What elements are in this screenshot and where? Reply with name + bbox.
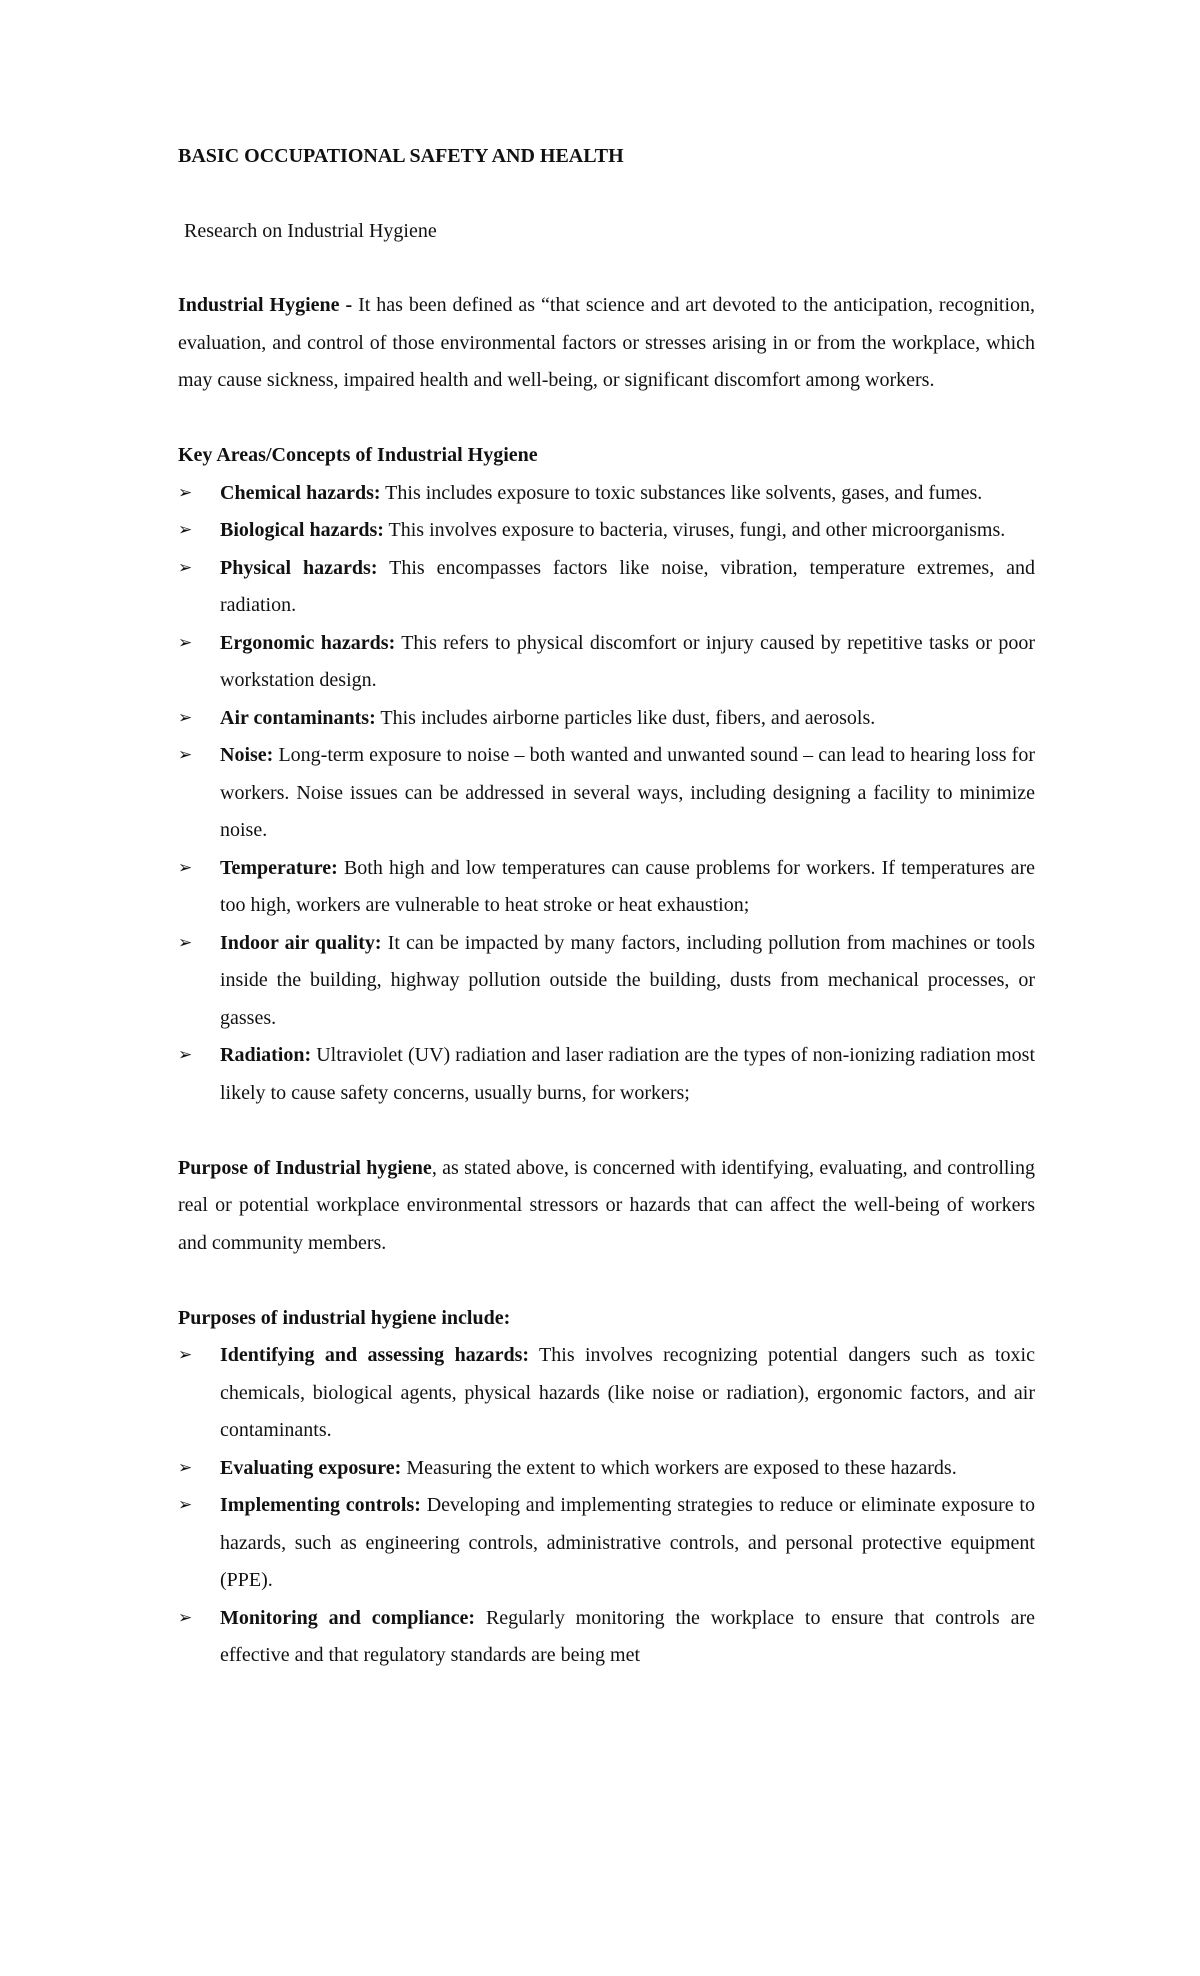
item-term: Evaluating exposure: (220, 1456, 402, 1479)
item-text: Ultraviolet (UV) radiation and laser radiation are the types of non-ionizing radiation most likely to cause safety concerns, usually burns, for workers; (220, 1044, 1035, 1104)
item-term: Monitoring and compliance: (220, 1606, 476, 1629)
purposes-list (178, 1337, 1035, 1675)
purpose-text: , as stated above, is concerned with identifying, evaluating, and controlling real or potential workplace environmental stressors or hazards that can affect the well-being of workers and community members. (178, 1156, 1035, 1254)
definition-term: Industrial Hygiene - (178, 294, 353, 316)
arrow-bullet-icon: ➢ (178, 520, 193, 540)
arrow-bullet-icon: ➢ (178, 1607, 193, 1628)
item-text: This encompasses factors like noise, vibration, temperature extremes, and radiation. (220, 556, 1036, 616)
item-text: This involves recognizing potential dangers such as toxic chemicals, biological agents, physical hazards (like noise or radiation), ergonomic factors, and air contaminants. (220, 1344, 1035, 1441)
key-areas-heading: Key Areas/Concepts of Industrial Hygiene (178, 444, 538, 466)
item-term: Chemical hazards: (220, 481, 381, 504)
arrow-bullet-icon: ➢ (178, 1495, 193, 1515)
list-item (178, 850, 1035, 925)
item-text: Measuring the extent to which workers are exposed to these hazards. (401, 1456, 957, 1479)
item-text: Both high and low temperatures can cause problems for workers. If temperatures are too high, workers are vulnerable to heat stroke or heat exhaustion; (220, 856, 1035, 916)
arrow-bullet-icon: ➢ (178, 482, 193, 503)
document-page (178, 138, 1035, 1675)
document-title: BASIC OCCUPATIONAL SAFETY AND HEALTH (178, 145, 624, 167)
document-subtitle: Research on Industrial Hygiene (184, 219, 437, 242)
purpose-term: Purpose of Industrial hygiene (178, 1156, 432, 1179)
definition-text: It has been defined as “that science and art devoted to the anticipation, recognition, evaluation, and control of those environmental factors or stresses arising in or from the workplace, which may cause sickness, impaired health and well-being, or significant discomfort among workers. (178, 294, 1035, 391)
item-text: This involves exposure to bacteria, viruses, fungi, and other microorganisms. (383, 519, 1006, 541)
arrow-bullet-icon: ➢ (178, 557, 193, 578)
list-item (178, 1487, 1035, 1600)
item-term: Noise: (220, 744, 274, 766)
arrow-bullet-icon: ➢ (178, 932, 193, 953)
list-item (178, 550, 1035, 625)
arrow-bullet-icon: ➢ (178, 632, 193, 653)
purposes-heading: Purposes of industrial hygiene include: (178, 1306, 511, 1329)
list-item (178, 475, 1035, 513)
item-text: It can be impacted by many factors, including pollution from machines or tools inside the building, highway pollution outside the building, dusts from mechanical processes, or gasses. (220, 931, 1035, 1029)
item-term: Biological hazards: (220, 519, 384, 541)
item-text: This includes exposure to toxic substances like solvents, gases, and fumes. (380, 481, 983, 504)
list-item (178, 512, 1035, 550)
item-term: Implementing controls: (220, 1494, 421, 1516)
list-item (178, 700, 1035, 738)
item-text: Regularly monitoring the workplace to ensure that controls are effective and that regulatory standards are being met (220, 1606, 1035, 1666)
purpose-paragraph (178, 1150, 1035, 1263)
list-item (178, 737, 1035, 850)
list-item (178, 925, 1035, 1038)
list-item (178, 1037, 1035, 1112)
arrow-bullet-icon: ➢ (178, 707, 193, 728)
list-item (178, 1600, 1035, 1675)
item-text: Long-term exposure to noise – both wanted and unwanted sound – can lead to hearing loss for workers. Noise issues can be addressed in several ways, including designing a facility to minimize noise. (220, 744, 1035, 841)
item-term: Radiation: (220, 1044, 312, 1066)
arrow-bullet-icon: ➢ (178, 857, 193, 878)
item-term: Indoor air quality: (220, 931, 382, 954)
definition-paragraph (178, 287, 1035, 400)
arrow-bullet-icon: ➢ (178, 1345, 193, 1365)
arrow-bullet-icon: ➢ (178, 1045, 193, 1065)
key-areas-list (178, 475, 1035, 1113)
item-term: Air contaminants: (220, 706, 376, 729)
list-item (178, 625, 1035, 700)
arrow-bullet-icon: ➢ (178, 745, 193, 765)
item-term: Temperature: (220, 856, 338, 879)
item-text: This includes airborne particles like dust, fibers, and aerosols. (375, 706, 876, 729)
item-text: Developing and implementing strategies to reduce or eliminate exposure to hazards, such as engineering controls, administrative controls, and personal protective equipment (PPE). (220, 1494, 1035, 1591)
item-term: Physical hazards: (220, 556, 378, 579)
item-term: Ergonomic hazards: (220, 631, 396, 654)
list-item (178, 1450, 1035, 1488)
list-item (178, 1337, 1035, 1450)
item-term: Identifying and assessing hazards: (220, 1344, 530, 1366)
arrow-bullet-icon: ➢ (178, 1457, 193, 1478)
item-text: This refers to physical discomfort or injury caused by repetitive tasks or poor workstation design. (220, 631, 1035, 691)
